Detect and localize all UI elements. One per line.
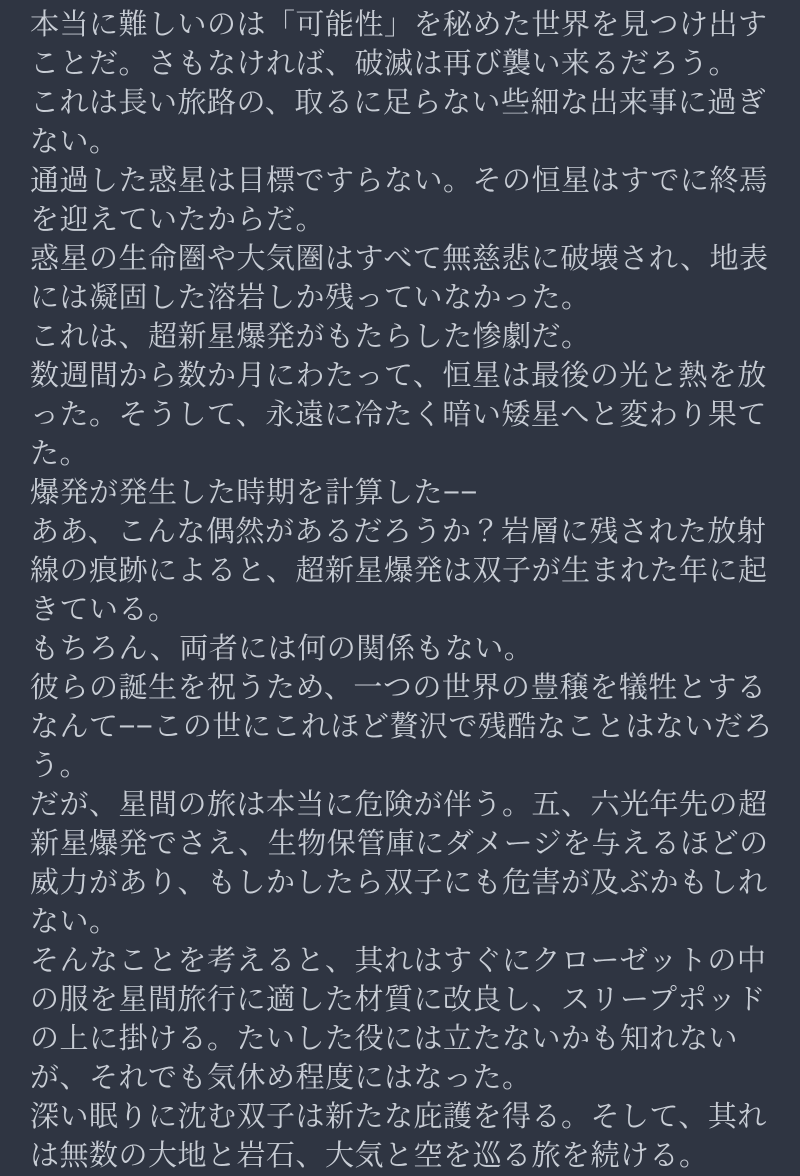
- story-text-line: 深い眠りに沈む双子は新たな庇護を得る。そして、其れ: [30, 1101, 767, 1133]
- story-text-line: ない。: [30, 906, 119, 938]
- story-text-line: これは、超新星爆発がもたらした惨劇だ。: [30, 321, 591, 353]
- story-text-line: 威力があり、もしかしたら双子にも危害が及ぶかもしれ: [30, 867, 768, 899]
- story-text-line: これは長い旅路の、取るに足らない些細な出来事に過ぎ: [30, 87, 767, 119]
- story-text-line: 通過した惑星は目標ですらない。その恒星はすでに終焉: [30, 165, 769, 197]
- story-text-line: だが、星間の旅は本当に危険が伴う。五、六光年先の超: [30, 789, 768, 821]
- story-text-line: には凝固した溶岩しか残っていなかった。: [30, 282, 591, 314]
- story-text-line: 本当に難しいのは「可能性」を秘めた世界を見つけ出す: [30, 9, 768, 41]
- story-text-line: った。そうして、永遠に冷たく暗い矮星へと変わり果て: [30, 399, 767, 431]
- story-text-line: の服を星間旅行に適した材質に改良し、スリープポッド: [30, 984, 767, 1016]
- story-text-line: ことだ。さもなければ、破滅は再び襲い来るだろう。: [30, 48, 739, 80]
- story-text-line: もちろん、両者には何の関係もない。: [30, 633, 534, 665]
- story-text-line: ない。: [30, 126, 119, 158]
- story-text-line: を迎えていたからだ。: [30, 204, 326, 236]
- story-text-line: ああ、こんな偶然があるだろうか？岩層に残された放射: [30, 516, 767, 548]
- story-text-line: の上に掛ける。たいした役には立たないかも知れない: [30, 1023, 739, 1055]
- story-text-line: 彼らの誕生を祝うため、一つの世界の豊穣を犠牲とする: [30, 672, 767, 704]
- story-text-line: きている。: [30, 594, 178, 626]
- story-text-line: た。: [30, 438, 90, 470]
- story-text-line: 惑星の生命圏や大気圏はすべて無慈悲に破壊され、地表: [30, 243, 769, 275]
- story-text-line: 線の痕跡によると、超新星爆発は双子が生まれた年に起: [30, 555, 768, 587]
- story-text-line: そんなことを考えると、其れはすぐにクローゼットの中: [30, 945, 767, 977]
- story-text-line: が、それでも気休め程度にはなった。: [30, 1062, 532, 1094]
- story-text-line: 爆発が発生した時期を計算した−−: [30, 477, 478, 509]
- story-text-line: 新星爆発でさえ、生物保管庫にダメージを与えるほどの: [30, 828, 769, 860]
- story-text-line: 数週間から数か月にわたって、恒星は最後の光と熱を放: [30, 360, 767, 392]
- story-text-line: は無数の大地と岩石、大気と空を巡る旅を続ける。: [30, 1140, 709, 1172]
- story-text-line: う。: [30, 750, 90, 782]
- story-text-line: なんて−−この世にこれほど贅沢で残酷なことはないだろ: [30, 711, 773, 743]
